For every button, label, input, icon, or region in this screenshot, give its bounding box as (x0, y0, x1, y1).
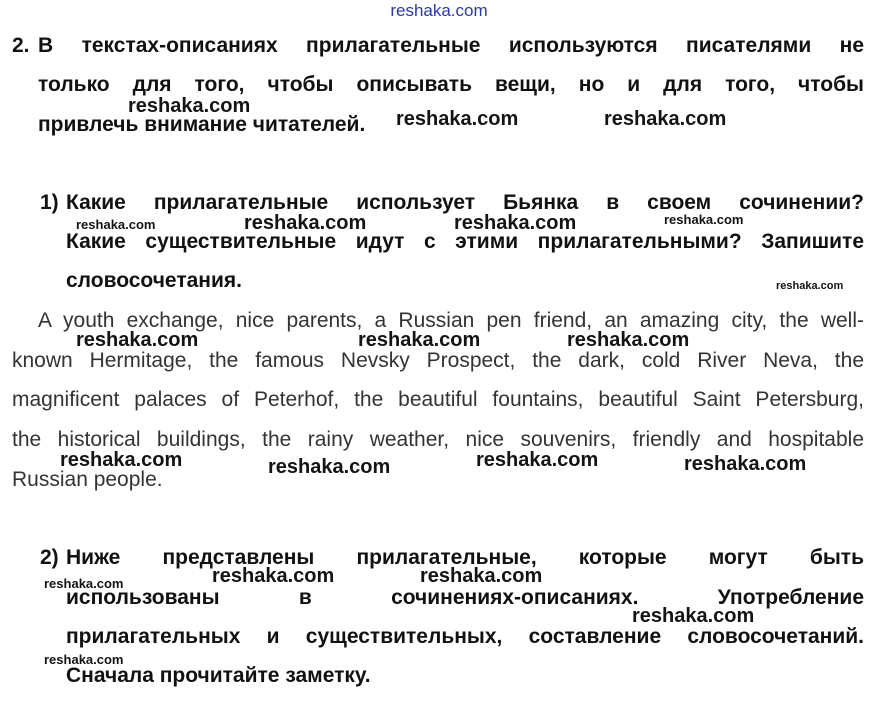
watermark: reshaka.com (212, 565, 335, 587)
task2-number: 2) (40, 546, 59, 569)
task2-line-4: Сначала прочитайте заметку. (66, 664, 371, 687)
answer-line-1: A youth exchange, nice parents, a Russian pen friend, an amazing city, the well- (38, 309, 864, 332)
task1-line-2: Какие существительные идут с этими прилагательными? Запишите (66, 230, 864, 253)
intro-line-3: привлечь внимание читателей. (38, 113, 366, 136)
watermark: reshaka.com (664, 212, 744, 227)
watermark: reshaka.com (420, 565, 543, 587)
watermark: reshaka.com (476, 449, 599, 471)
task1-line-3: словосочетания. (66, 269, 242, 292)
watermark: reshaka.com (632, 605, 755, 627)
task1-line-1: Какие прилагательные использует Бьянка в своем сочинении? (66, 191, 864, 214)
task2-line-3: прилагательных и существительных, составление словосочетаний. (66, 625, 864, 648)
watermark: reshaka.com (776, 280, 844, 292)
watermark: reshaka.com (358, 329, 481, 351)
intro-line-2: только для того, чтобы описывать вещи, но и для того, чтобы (38, 73, 864, 96)
task2-line-1: Ниже представлены прилагательные, которые могут быть (66, 546, 864, 569)
watermark: reshaka.com (684, 453, 807, 475)
watermark: reshaka.com (128, 95, 251, 117)
intro-line-1: В текстах-описаниях прилагательные используются писателями не (38, 34, 864, 57)
answer-line-5: Russian people. (12, 468, 163, 491)
watermark: reshaka.com (44, 576, 124, 591)
section-number: 2. (12, 34, 30, 57)
watermark: reshaka.com (454, 212, 577, 234)
watermark: reshaka.com (76, 217, 156, 232)
top-watermark: reshaka.com (390, 1, 488, 20)
watermark: reshaka.com (604, 108, 727, 130)
watermark: reshaka.com (396, 108, 519, 130)
watermark: reshaka.com (60, 449, 183, 471)
task2-line-2: использованы в сочинениях-описаниях. Употребление (66, 586, 864, 609)
watermark: reshaka.com (268, 456, 391, 478)
watermark: reshaka.com (244, 212, 367, 234)
task1-number: 1) (40, 191, 59, 214)
answer-line-2: known Hermitage, the famous Nevsky Prospect, the dark, cold River Neva, the (12, 349, 864, 372)
watermark: reshaka.com (76, 329, 199, 351)
answer-line-4: the historical buildings, the rainy weather, nice souvenirs, friendly and hospitable (12, 428, 864, 451)
watermark: reshaka.com (567, 329, 690, 351)
watermark: reshaka.com (44, 652, 124, 667)
answer-line-3: magnificent palaces of Peterhof, the beautiful fountains, beautiful Saint Petersburg, (12, 388, 864, 411)
